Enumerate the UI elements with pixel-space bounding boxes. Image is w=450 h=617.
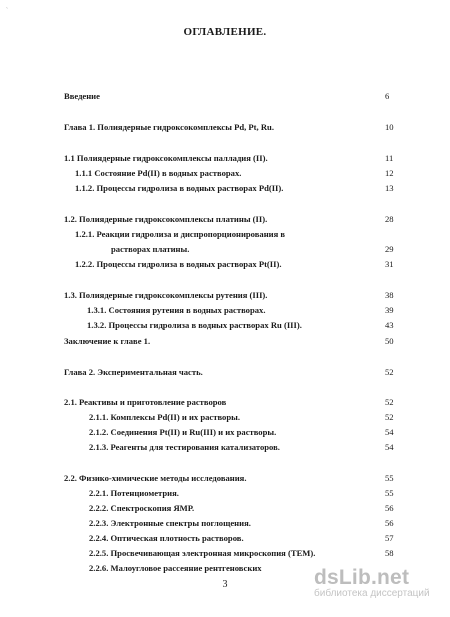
toc-entry-label: 2.1.1. Комплексы Pd(II) и их растворы. bbox=[89, 412, 240, 422]
toc-entry-page: 10 bbox=[385, 122, 394, 132]
toc-entry-label: 1.2.1. Реакции гидролиза и диспропорционирования в bbox=[75, 229, 286, 239]
toc-entry-page: 11 bbox=[385, 153, 394, 163]
toc-entry-label: 2.2. Физико-химические методы исследования. bbox=[64, 473, 247, 483]
toc-entry-label: 1.1 Полиядерные гидроксокомплексы палладия (II). bbox=[64, 153, 268, 163]
scan-speck: ` bbox=[6, 8, 8, 14]
toc-entry-page: 52 bbox=[385, 412, 394, 422]
toc-entry-page: 29 bbox=[385, 244, 394, 254]
toc-entry-page: 12 bbox=[385, 168, 394, 178]
watermark-subtitle: библиотека диссертаций bbox=[314, 588, 430, 599]
toc-entry-label: 2.2.2. Спектроскопия ЯМР. bbox=[89, 503, 195, 513]
toc-entry-label: Введение bbox=[64, 91, 100, 101]
toc-entry-label: Глава 1. Полиядерные гидроксокомплексы Pd, Pt, Ru. bbox=[64, 122, 274, 132]
toc-entry-page: 55 bbox=[385, 488, 394, 498]
watermark-logo: dsLib.net bbox=[314, 566, 410, 589]
toc-entry-label: 2.2.6. Малоугловое рассеяние рентгеновских bbox=[89, 563, 262, 573]
watermark bbox=[314, 566, 434, 599]
toc-entry-label: 1.1.2. Процессы гидролиза в водных растворах Pd(II). bbox=[75, 183, 284, 193]
toc-entry-page: 38 bbox=[385, 290, 394, 300]
toc-entry-page: 52 bbox=[385, 397, 394, 407]
toc-entry-label: 2.2.4. Оптическая плотность растворов. bbox=[89, 533, 244, 543]
toc-entry-page: 13 bbox=[385, 183, 394, 193]
toc-entry-label: 2.1.3. Реагенты для тестирования катализаторов. bbox=[89, 442, 280, 452]
toc-entry-page: 52 bbox=[385, 367, 394, 377]
toc-entry-page: 39 bbox=[385, 305, 394, 315]
toc-entry-label: 1.1.1 Состояние Pd(II) в водных растворах. bbox=[75, 168, 242, 178]
toc-entry-page: 50 bbox=[385, 336, 394, 346]
toc-entry-label: 2.2.3. Электронные спектры поглощения. bbox=[89, 518, 251, 528]
toc-entry-label: 1.2.2. Процессы гидролиза в водных растворах Pt(II). bbox=[75, 259, 282, 269]
toc-entry-page: 57 bbox=[385, 533, 394, 543]
toc-entry-page: 56 bbox=[385, 518, 394, 528]
toc-entry-label: растворах платины. bbox=[111, 244, 190, 254]
page-number: 3 bbox=[222, 579, 228, 590]
toc-entry-label: 2.2.1. Потенциометрия. bbox=[89, 488, 179, 498]
toc-entry-page: 43 bbox=[385, 320, 394, 330]
toc-entry-label: 1.3. Полиядерные гидроксокомплексы рутения (III). bbox=[64, 290, 268, 300]
page-title: ОГЛАВЛЕНИЕ. bbox=[183, 26, 267, 38]
toc-entry-label: 1.3.2. Процессы гидролиза в водных растворах Ru (III). bbox=[87, 320, 302, 330]
toc-entry-label: Заключение к главе 1. bbox=[64, 336, 151, 346]
toc-entry-page: 58 bbox=[385, 548, 394, 558]
toc-entry-page: 56 bbox=[385, 503, 394, 513]
toc-entry-page: 6 bbox=[385, 91, 390, 101]
toc-entry-label: 2.2.5. Просвечивающая электронная микроскопия (ТЕМ). bbox=[89, 548, 316, 558]
toc-entry-label: 1.2. Полиядерные гидроксокомплексы платины (II). bbox=[64, 214, 268, 224]
toc-entry-page: 54 bbox=[385, 442, 394, 452]
toc-entry-label: 2.1. Реактивы и приготовление растворов bbox=[64, 397, 227, 407]
toc-entry-page: 55 bbox=[385, 473, 394, 483]
toc-entry-label: 2.1.2. Соединения Pt(II) и Ru(III) и их растворы. bbox=[89, 427, 277, 437]
toc-entry-page: 54 bbox=[385, 427, 394, 437]
toc-entry-page: 31 bbox=[385, 259, 394, 269]
toc-entry-label: 1.3.1. Состояния рутения в водных растворах. bbox=[87, 305, 266, 315]
toc-entry-label: Глава 2. Экспериментальная часть. bbox=[64, 367, 203, 377]
toc-entry-page: 28 bbox=[385, 214, 394, 224]
